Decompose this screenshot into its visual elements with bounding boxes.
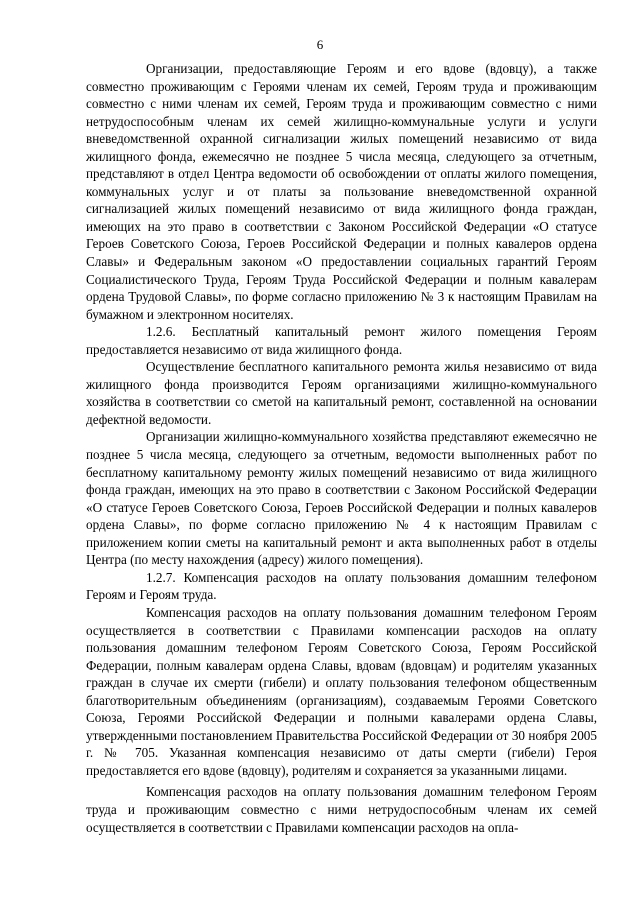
document-body: [86, 60, 597, 836]
page-number: 6: [316, 37, 324, 52]
paragraph-phone-compensation-labor-heroes: Компенсация расходов на оплату пользования домашним телефоном Героям труда и проживающим совместно с ними нетрудоспособным членам их семей осуществляется в соответствии с Правилами компенсации расходов на опла-: [86, 784, 597, 835]
paragraph-phone-compensation-heroes: Компенсация расходов на оплату пользования домашним телефоном Героям осуществляется в соответствии с Правилами компенсации расходов на оплату пользования домашним телефоном Героям Советского Союза, Героям Российской Федерации, полным кавалерам ордена Славы, вдовам (вдовцам) и родителям указанных граждан в случае их смерти (гибели) и оплату пользования телефоном общественным благотворительным объединениям (организациям), создаваемым Героями Советского Союза, Героями Российской Федерации и полными кавалерами ордена Славы, утвержденными постановлением Правительства Российской Федерации от 30 ноября 2005 г. № 705. Указанная компенсация независимо от даты смерти (гибели) Героя предоставляется его вдове (вдовцу), родителям и сохраняется за указанными лицами.: [86, 604, 597, 778]
paragraph-organizations-utilities: Организации, предоставляющие Героям и его вдове (вдовцу), а также совместно проживающим с Героями членам их семей, Героям труда и проживающим совместно с ними членам их семей, Героям труда и проживающим совместно с ними нетрудоспособным членам их семей жилищно-коммунальные услуги и услуги вневедомственной охранной сигнализации жилых помещений независимо от вида жилищного фонда, ежемесячно не позднее 5 числа месяца, следующего за отчетным, представляют в отдел Центра ведомости об освобождении от оплаты жилого помещения, коммунальных услуг и от платы за пользование вневедомственной охранной сигнализацией жилых помещений независимо от вида жилищного фонда граждан, имеющих на это право в соответствии с Законом Российской Федерации «О статусе Героев Советского Союза, Героев Российской Федерации и полных кавалеров ордена Славы» и Федеральным законом «О предоставлении социальных гарантий Героям Социалистического Труда, Героям Труда Российской Федерации и полным кавалерам ордена Трудовой Славы», по форме согласно приложению № 3 к настоящим Правилам на бумажном и электронном носителях.: [86, 61, 597, 322]
paragraph-capital-repair: Осуществление бесплатного капитального ремонта жилья независимо от вида жилищного фонда производится Героям организациями жилищно-коммунального хозяйства в соответствии со сметой на капитальный ремонт, составленной на основании дефектной ведомости.: [86, 359, 597, 427]
paragraph-1-2-7-heading: 1.2.7. Компенсация расходов на оплату пользования домашним телефоном Героям и Героям труда.: [86, 569, 597, 603]
paragraph-repair-statements: Организации жилищно-коммунального хозяйства представляют ежемесячно не позднее 5 числа месяца, следующего за отчетным, ведомости выполненных работ по бесплатному капитальному ремонту жилых помещений независимо от вида жилищного фонда граждан, имеющих на это право в соответствии с Законом Российской Федерации «О статусе Героев Советского Союза, Героев Российской Федерации и полных кавалеров ордена Славы», по форме согласно приложению № 4 к настоящим Правилам с приложением копии сметы на капитальный ремонт и акта выполненных работ в отделы Центра (по месту нахождения (адресу) жилого помещения).: [86, 429, 597, 568]
paragraph-1-2-6-heading: 1.2.6. Бесплатный капитальный ремонт жилого помещения Героям предоставляется независимо от вида жилищного фонда.: [86, 324, 597, 357]
